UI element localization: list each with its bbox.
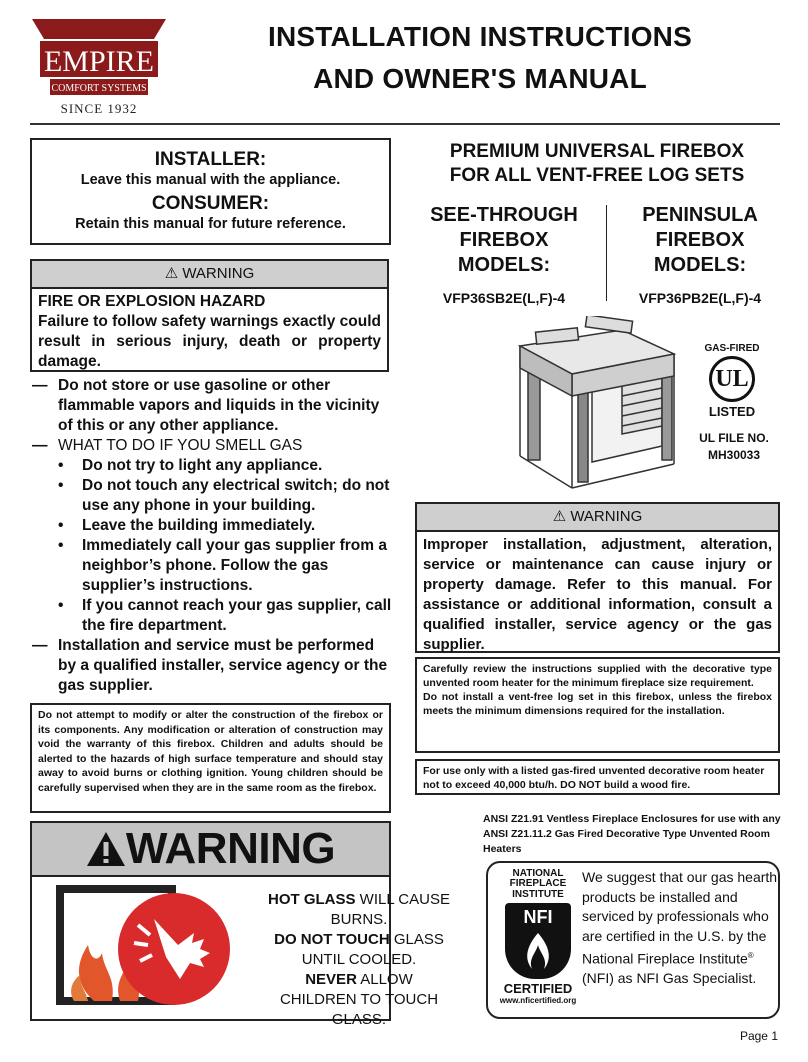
- instruction-item: — WHAT TO DO IF YOU SMELL GAS: [32, 437, 303, 454]
- installer-heading: INSTALLER:: [154, 149, 267, 170]
- warning-triangle-icon: ⚠: [164, 265, 179, 282]
- installer-text: Leave this manual with the appliance.: [80, 172, 341, 188]
- hazard-title: FIRE OR EXPLOSION HAZARD: [38, 293, 266, 310]
- header-divider: [30, 123, 780, 125]
- hazard-text: Failure to follow safety warnings exactly could result in serious injury, death or property damage.: [38, 313, 381, 370]
- logo-brand: EMPIRE: [43, 45, 155, 78]
- see-through-models: SEE-THROUGH FIREBOX MODELS: VFP36SB2E(L,F)-4: [411, 203, 597, 308]
- nfi-certified: CERTIFIED: [503, 981, 573, 996]
- instruction-item: — Installation and service must be performed by a qualified installer, service agency or the gas supplier.: [32, 637, 388, 694]
- log-set-note-p1: Carefully review the instructions supplied with the decorative type unvented room heater for the minimum fireplace size requirement.: [423, 663, 772, 689]
- gas-instructions: [30, 376, 392, 696]
- sub-instruction: • Leave the building immediately.: [58, 517, 316, 534]
- ul-listed: LISTED: [708, 404, 756, 419]
- instruction-item: — Do not store or use gasoline or other flammable vapors and liquids in the vicinity of this or any other appliance.: [32, 377, 380, 434]
- sub-instruction: • Do not touch any electrical switch; do not use any phone in your building.: [58, 477, 390, 514]
- fire-hazard-warning: [30, 259, 389, 372]
- page-number: Page 1: [739, 1029, 778, 1043]
- empire-logo: [30, 17, 168, 117]
- modification-note: Do not attempt to modify or alter the construction of the firebox or its components. Any modification or alteration of construction may void the warranty of this firebox. Children and adults should be alerted to the hazards of high surface temperature and should stay away to avoid burns or clothing ignition. Young children should be carefully supervised when they are in the same room as the firebox.: [30, 703, 391, 813]
- sub-instruction: • Do not try to light any appliance.: [58, 457, 323, 474]
- consumer-heading: CONSUMER:: [151, 193, 270, 214]
- big-warning-label: WARNING: [125, 824, 336, 873]
- title-line-2: AND OWNER'S MANUAL: [313, 63, 647, 94]
- sub-instruction: • If you cannot reach your gas supplier, call the fire department.: [58, 597, 392, 634]
- nfi-logo: NATIONAL FIREPLACE INSTITUTE NFI CERTIFIED www.nficertified.org: [496, 869, 580, 1005]
- peninsula-models: PENINSULA FIREBOX MODELS: VFP36PB2E(L,F)-4: [607, 203, 793, 308]
- warning-header-label: WARNING: [182, 265, 255, 282]
- log-set-note: [415, 657, 780, 753]
- logo-since: SINCE 1932: [60, 101, 138, 116]
- big-warning-header: [32, 823, 389, 877]
- title-line-1: INSTALLATION INSTRUCTIONS: [268, 21, 692, 52]
- nfi-flame-icon: NFI: [505, 903, 571, 979]
- warning-triangle-icon: ⚠: [552, 508, 567, 525]
- usage-note: For use only with a listed gas-fired unvented decorative room heater not to exceed 40,000 btu/h. DO NOT build a wood fire.: [415, 759, 780, 795]
- nfi-text: We suggest that our gas hearth products be installed and serviced by professionals who are certified in the U.S. by the National Fireplace Institute® (NFI) as NFI Gas Specialist.: [582, 869, 778, 987]
- hot-glass-burn-icon: [54, 883, 234, 1013]
- firebox-title: [411, 140, 783, 188]
- peninsula-model-number: VFP36PB2E(L,F)-4: [638, 290, 762, 306]
- warning-header: [417, 504, 778, 532]
- nfi-url: www.nficertified.org: [499, 996, 577, 1005]
- warning-header: [32, 261, 387, 289]
- firebox-illustration: [512, 316, 682, 490]
- hot-glass-text: HOT GLASS WILL CAUSE BURNS. DO NOT TOUCH GLASS UNTIL COOLED. NEVER ALLOW CHILDREN TO TOUCH GLASS.: [268, 891, 450, 1028]
- sub-instruction: • Immediately call your gas supplier from a neighbor’s phone. Follow the gas supplier’s instructions.: [58, 537, 387, 594]
- warning-triangle-icon: [86, 831, 126, 867]
- logo-sub: COMFORT SYSTEMS: [51, 83, 147, 94]
- ul-logo-icon: UL: [709, 356, 755, 402]
- log-set-note-p2: Do not install a vent-free log set in this firebox, unless the firebox meets the minimum dimensions required for the installation.: [423, 691, 772, 717]
- warning-header-label: WARNING: [570, 508, 643, 525]
- models-section: [411, 203, 783, 306]
- installation-warning-text: Improper installation, adjustment, alteration, service or maintenance can cause injury or property damage. Refer to this manual. For assistance or additional information, consult a qualified installer, service agency or the gas supplier.: [423, 536, 772, 653]
- page-title: [190, 16, 770, 100]
- ul-file: UL FILE NO. MH30033: [699, 431, 769, 462]
- ul-gas-fired: GAS-FIRED: [704, 343, 760, 354]
- installation-warning: [415, 502, 780, 653]
- firebox-title-line-2: FOR ALL VENT-FREE LOG SETS: [449, 165, 745, 186]
- installer-consumer-box: [30, 138, 391, 245]
- see-through-model-number: VFP36SB2E(L,F)-4: [442, 290, 566, 306]
- ansi-note: ANSI Z21.91 Ventless Fireplace Enclosures for use with any ANSI Z21.11.2 Gas Fired Decorative Type Unvented Room Heaters: [483, 813, 781, 855]
- ul-listed-mark: [702, 343, 762, 419]
- consumer-text: Retain this manual for future reference.: [75, 216, 346, 232]
- firebox-title-line-1: PREMIUM UNIVERSAL FIREBOX: [449, 141, 745, 162]
